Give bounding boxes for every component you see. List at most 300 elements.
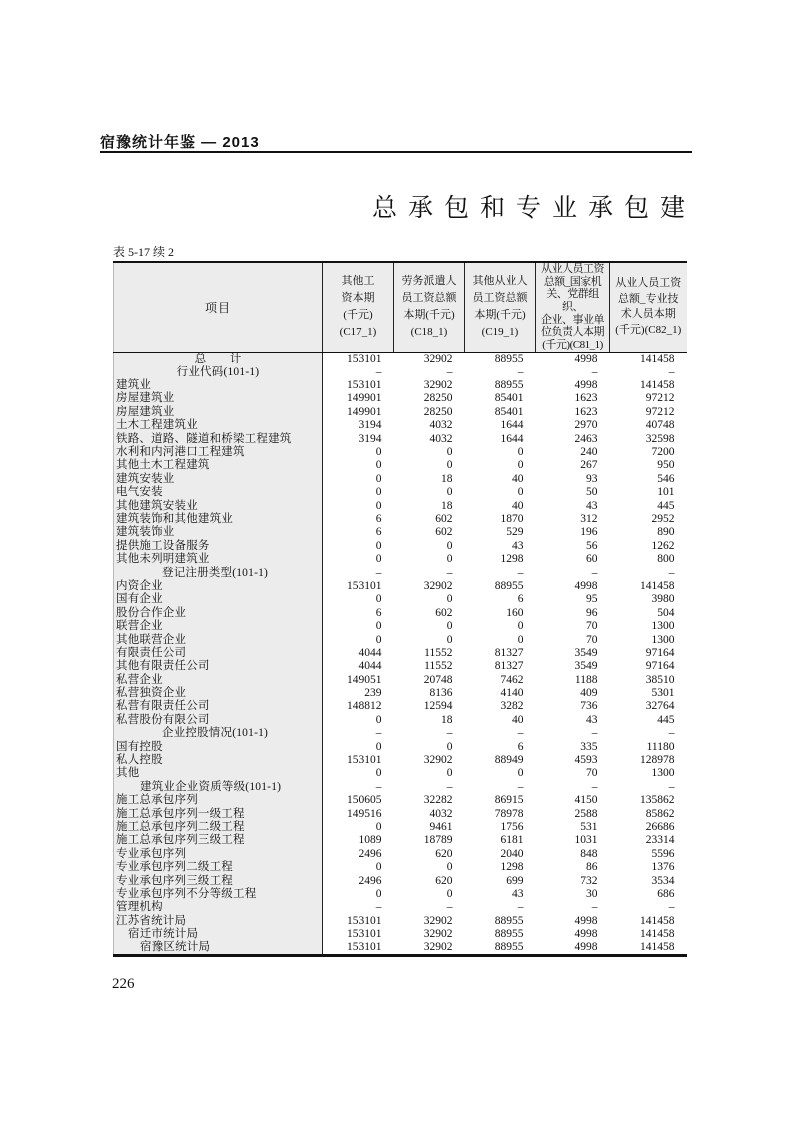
cell-value: 2952 [651,512,675,525]
cell-value: 0 [375,459,382,472]
row-label: 有限责任公司 [114,647,323,660]
cell-value: – [591,566,598,579]
cell-value: 141458 [640,352,675,365]
cell-value: 85401 [494,405,524,418]
cell-value: – [375,566,382,579]
row-label: 建筑业企业资质等级(101-1) [114,781,323,794]
cell-value: 11180 [646,740,675,753]
row-label: 水利和内河港口工程建筑 [114,446,323,459]
cell-value: 239 [364,687,382,700]
cell-value: 0 [517,486,524,499]
cell-value: 32902 [423,579,453,592]
cell-value: 1644 [500,419,524,432]
cell-value: 6 [517,593,524,606]
cell-value: 2496 [358,874,382,887]
table-row [114,432,687,445]
cell-value: 18 [441,713,453,726]
table-row [114,928,687,941]
cell-value: 0 [375,740,382,753]
row-label: 施工总承包序列二级工程 [114,821,323,834]
row-label: 宿迁市统计局 [114,928,323,941]
cell-value: 43 [586,499,598,512]
cell-value: 1300 [651,767,675,780]
cell-value: 4998 [574,914,598,927]
cell-value: – [668,780,675,793]
table-row [114,700,687,713]
cell-value: 128978 [640,754,675,767]
cell-value: 88949 [494,754,524,767]
cell-value: 0 [375,820,382,833]
table-row [114,754,687,767]
cell-value: 153101 [347,579,382,592]
cell-value: 153101 [347,754,382,767]
cell-value: 97212 [645,392,675,405]
row-label: 私营有限责任公司 [114,700,323,713]
cell-value: 18789 [423,834,453,847]
cell-value: 6 [517,740,524,753]
table-row [114,727,687,740]
cell-value: 546 [657,472,675,485]
cell-value: – [375,780,382,793]
cell-value: 1031 [574,834,598,847]
cell-value: 88955 [494,579,524,592]
cell-value: 0 [375,553,382,566]
cell-value: 40 [512,472,524,485]
column-header-C17_1: 其他工 资本期 (千元) (C17_1) [323,262,394,352]
row-label: 建筑安装业 [114,473,323,486]
table-row [114,781,687,794]
cell-value: 950 [657,459,675,472]
cell-value: 0 [517,620,524,633]
cell-value: 32282 [423,794,453,807]
cell-value: 150605 [347,794,382,807]
cell-value: 196 [580,526,598,539]
table-row [114,406,687,419]
row-label: 专业承包序列 [114,848,323,861]
cell-value: 0 [375,499,382,512]
cell-value: 736 [580,700,598,713]
cell-value: 800 [657,553,675,566]
table-row [114,714,687,727]
cell-value: 56 [586,539,598,552]
table-row [114,633,687,646]
row-label: 施工总承包序列一级工程 [114,807,323,820]
cell-value: 699 [506,874,524,887]
cell-value: 602 [435,606,453,619]
cell-value: 2588 [574,807,598,820]
cell-value: 686 [657,887,675,900]
cell-value: 28250 [423,405,453,418]
cell-value: 26686 [645,820,675,833]
cell-value: 3282 [500,700,524,713]
cell-value: 7200 [651,446,675,459]
cell-value: 0 [375,472,382,485]
cell-value: 93 [586,472,598,485]
cell-value: – [517,365,524,378]
cell-value: 445 [657,499,675,512]
cell-value: 5596 [651,847,675,860]
table-row [114,459,687,472]
cell-value: – [591,727,598,740]
cell-value: 4998 [574,928,598,941]
cell-value: 0 [375,861,382,874]
table-row [114,861,687,874]
cell-value: 141458 [640,914,675,927]
table-row [114,834,687,847]
cell-value: 32764 [645,700,675,713]
cell-value: 1870 [500,512,524,525]
cell-value: 81327 [494,646,524,659]
cell-value: 149051 [347,673,382,686]
cell-value: 88955 [494,941,524,954]
cell-value: – [446,727,453,740]
row-label: 其他土木工程建筑 [114,459,323,472]
running-header: 宿豫统计年鉴 — 2013 [100,134,260,151]
cell-value: 101 [657,486,675,499]
cell-value: 0 [446,446,453,459]
row-label: 总 计 [114,352,323,366]
cell-value: 1298 [500,553,524,566]
cell-value: – [375,727,382,740]
cell-value: 32902 [423,352,453,365]
cell-value: – [446,901,453,914]
table-row [114,352,687,366]
table-row [114,740,687,753]
cell-value: 6181 [500,834,524,847]
cell-value: 0 [446,539,453,552]
table-row [114,607,687,620]
cell-value: 848 [580,847,598,860]
cell-value: 4032 [429,419,453,432]
cell-value: – [446,566,453,579]
cell-value: 4593 [574,754,598,767]
cell-value: 153101 [347,941,382,954]
table-row [114,915,687,928]
row-label: 房屋建筑业 [114,392,323,405]
cell-value: 0 [446,486,453,499]
cell-value: 4032 [429,432,453,445]
cell-value: 4150 [574,794,598,807]
page-title: 总承包和专业承包建 [372,195,697,222]
cell-value: 1623 [574,405,598,418]
table-row [114,821,687,834]
cell-value: – [591,780,598,793]
row-label: 私营股份有限公司 [114,714,323,727]
cell-value: 5301 [651,687,675,700]
cell-value: – [375,365,382,378]
cell-value: 620 [435,847,453,860]
cell-value: 141458 [640,379,675,392]
cell-value: – [375,901,382,914]
table-row [114,419,687,432]
row-label: 国有企业 [114,593,323,606]
row-label: 其他建筑安装业 [114,499,323,512]
row-label: 私营独资企业 [114,687,323,700]
cell-value: 1623 [574,392,598,405]
row-label: 宿豫区统计局 [114,941,323,956]
cell-value: 4998 [574,941,598,954]
table-row [114,620,687,633]
row-label: 私人控股 [114,754,323,767]
cell-value: 0 [375,633,382,646]
page-number: 226 [112,976,135,992]
cell-value: 620 [435,874,453,887]
row-label: 提供施工设备服务 [114,540,323,553]
row-label: 其他联营企业 [114,633,323,646]
row-label: 房屋建筑业 [114,406,323,419]
table-row [114,794,687,807]
cell-value: 60 [586,553,598,566]
row-label: 建筑业 [114,379,323,392]
cell-value: 85862 [645,807,675,820]
cell-value: 335 [580,740,598,753]
cell-value: 86 [586,861,598,874]
cell-value: 0 [446,593,453,606]
cell-value: 732 [580,874,598,887]
table-row [114,499,687,512]
cell-value: 3534 [651,874,675,887]
cell-value: 70 [586,767,598,780]
table-row [114,807,687,820]
cell-value: 32902 [423,928,453,941]
table-row [114,687,687,700]
cell-value: 0 [375,539,382,552]
cell-value: 153101 [347,928,382,941]
cell-value: 1300 [651,633,675,646]
row-label: 专业承包序列二级工程 [114,861,323,874]
cell-value: 1089 [358,834,382,847]
cell-value: 0 [375,486,382,499]
cell-value: 3549 [574,646,598,659]
cell-value: 86915 [494,794,524,807]
cell-value: 2040 [500,847,524,860]
cell-value: 0 [375,767,382,780]
cell-value: 6 [375,512,382,525]
table-caption: 表 5-17 续 2 [113,245,174,259]
cell-value: 1262 [651,539,675,552]
cell-value: 43 [512,887,524,900]
cell-value: 0 [517,767,524,780]
cell-value: 97164 [645,660,675,673]
statistics-table [113,261,687,957]
cell-value: 23314 [645,834,675,847]
cell-value: 0 [375,593,382,606]
table-row [114,593,687,606]
cell-value: 1644 [500,432,524,445]
cell-value: 7462 [500,673,524,686]
row-label: 其他未列明建筑业 [114,553,323,566]
cell-value: 890 [657,526,675,539]
cell-value: 32902 [423,379,453,392]
cell-value: 0 [446,633,453,646]
cell-value: 153101 [347,379,382,392]
cell-value: 43 [512,539,524,552]
cell-value: 4032 [429,807,453,820]
row-label: 其他 [114,767,323,780]
cell-value: 0 [517,446,524,459]
cell-value: 32902 [423,914,453,927]
row-label: 登记注册类型(101-1) [114,566,323,579]
cell-value: 267 [580,459,598,472]
row-label: 建筑装饰业 [114,526,323,539]
cell-value: 3194 [358,432,382,445]
cell-value: 4998 [574,352,598,365]
row-label: 专业承包序列不分等级工程 [114,888,323,901]
cell-value: 1756 [500,820,524,833]
cell-value: 4044 [358,646,382,659]
cell-value: 3194 [358,419,382,432]
cell-value: 32902 [423,941,453,954]
cell-value: 149901 [347,392,382,405]
row-label: 铁路、道路、隧道和桥梁工程建筑 [114,432,323,445]
row-label: 行业代码(101-1) [114,366,323,379]
cell-value: 28250 [423,392,453,405]
cell-value: 85401 [494,392,524,405]
table-row [114,513,687,526]
cell-value: 6 [375,606,382,619]
row-label: 专业承包序列三级工程 [114,874,323,887]
cell-value: 32902 [423,754,453,767]
table-row [114,553,687,566]
cell-value: 30 [586,887,598,900]
cell-value: 529 [506,526,524,539]
table-row [114,473,687,486]
cell-value: 88955 [494,352,524,365]
column-header-item: 项目 [114,262,323,352]
cell-value: 0 [375,620,382,633]
cell-value: 0 [446,887,453,900]
column-header-C82_1: 从业人员工资 总额_专业技 术人员本期 (千元)(C82_1) [610,262,687,352]
cell-value: 38510 [645,673,675,686]
table-row [114,888,687,901]
cell-value: 445 [657,713,675,726]
cell-value: 18 [441,499,453,512]
table-row [114,379,687,392]
cell-value: 1300 [651,620,675,633]
cell-value: 504 [657,606,675,619]
row-label: 国有控股 [114,740,323,753]
cell-value: 96 [586,606,598,619]
cell-value: – [517,727,524,740]
table-row [114,673,687,686]
cell-value: 153101 [347,352,382,365]
cell-value: 9461 [429,820,453,833]
cell-value: 0 [375,887,382,900]
cell-value: 0 [446,861,453,874]
cell-value: 40 [512,499,524,512]
cell-value: 20748 [423,673,453,686]
column-header-C18_1: 劳务派遣人 员工资总额 本期(千元) (C18_1) [394,262,465,352]
cell-value: 602 [435,512,453,525]
cell-value: – [517,566,524,579]
table-row [114,566,687,579]
cell-value: 141458 [640,928,675,941]
cell-value: 97164 [645,646,675,659]
table-row [114,767,687,780]
header-rule [100,151,692,153]
cell-value: 4044 [358,660,382,673]
cell-value: 70 [586,620,598,633]
cell-value: 0 [446,740,453,753]
cell-value: 11552 [424,646,453,659]
cell-value: – [668,566,675,579]
cell-value: 153101 [347,914,382,927]
cell-value: 1188 [574,673,598,686]
cell-value: 88955 [494,928,524,941]
cell-value: 4998 [574,579,598,592]
row-label: 企业控股情况(101-1) [114,727,323,740]
cell-value: 40748 [645,419,675,432]
cell-value: 148812 [347,700,382,713]
cell-value: – [668,901,675,914]
row-label: 电气安装 [114,486,323,499]
table-row [114,446,687,459]
cell-value: 160 [506,606,524,619]
cell-value: 6 [375,526,382,539]
table-row [114,366,687,379]
cell-value: 50 [586,486,598,499]
cell-value: 12594 [423,700,453,713]
cell-value: 149901 [347,405,382,418]
cell-value: 0 [446,620,453,633]
cell-value: 4998 [574,379,598,392]
column-header-C19_1: 其他从业人 员工资总额 本期(千元) (C19_1) [465,262,536,352]
cell-value: 0 [375,713,382,726]
row-label: 其他有限责任公司 [114,660,323,673]
cell-value: 81327 [494,660,524,673]
cell-value: 312 [580,512,598,525]
row-label: 联营企业 [114,620,323,633]
cell-value: 0 [375,446,382,459]
row-label: 土木工程建筑业 [114,419,323,432]
cell-value: 78978 [494,807,524,820]
row-label: 江苏省统计局 [114,915,323,928]
cell-value: – [446,365,453,378]
table-row [114,941,687,956]
table-row [114,647,687,660]
cell-value: 0 [517,633,524,646]
table-row [114,901,687,914]
cell-value: 97212 [645,405,675,418]
cell-value: 1376 [651,861,675,874]
cell-value: 43 [586,713,598,726]
column-header-C81_1: 从业人员工资 总额_国家机 关、党群组织、 企业、事业单 位负责人本期 (千元)(C81_1) [536,262,610,352]
table-row [114,486,687,499]
cell-value: 70 [586,633,598,646]
cell-value: 32598 [645,432,675,445]
cell-value: – [517,901,524,914]
cell-value: 2463 [574,432,598,445]
cell-value: 2496 [358,847,382,860]
cell-value: 141458 [640,579,675,592]
row-label: 内资企业 [114,580,323,593]
cell-value: 1298 [500,861,524,874]
cell-value: 141458 [640,941,675,954]
cell-value: 88955 [494,914,524,927]
table-row [114,540,687,553]
cell-value: 11552 [424,660,453,673]
cell-value: 95 [586,593,598,606]
row-label: 股份合作企业 [114,607,323,620]
cell-value: 2970 [574,419,598,432]
table-row [114,874,687,887]
cell-value: 602 [435,526,453,539]
cell-value: – [668,727,675,740]
cell-value: 3549 [574,660,598,673]
cell-value: 18 [441,472,453,485]
table-row [114,848,687,861]
cell-value: 0 [517,459,524,472]
